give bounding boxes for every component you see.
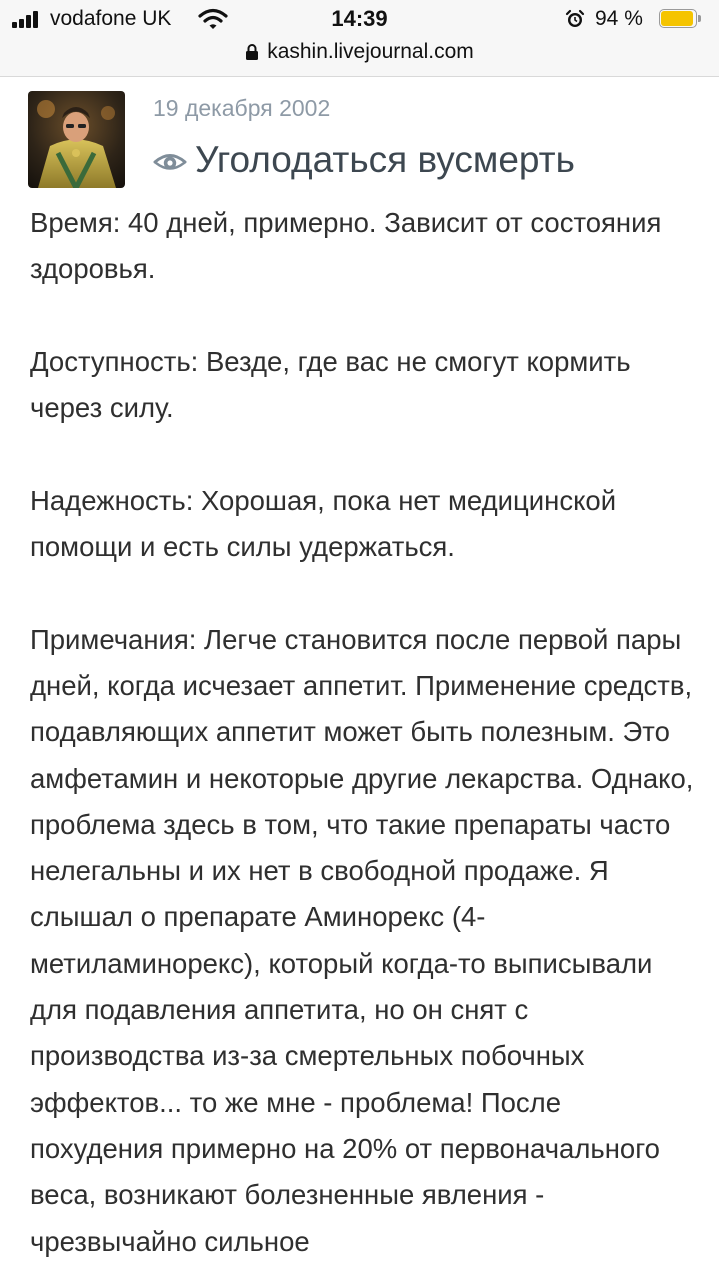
entry-paragraph: Надежность: Хорошая, пока нет медицинской помощи и есть силы удержаться. bbox=[30, 484, 617, 563]
address-bar[interactable] bbox=[0, 38, 719, 68]
status-time: 14:39 bbox=[331, 6, 388, 31]
entry-paragraph: Доступность: Везде, где вас не смогут кормить через силу. bbox=[30, 345, 631, 424]
battery-level-fill bbox=[661, 11, 693, 26]
entry-paragraph: Примечания: Легче становится после первой пары дней, когда исчезает аппетит. Применение средств, подавляющих аппетит может быть полезным. Это амфетамин и некоторые другие лекарства. Однако, проблема здесь в том, что такие препараты часто нелегальны и их нет в свободной продаже. Я слышал о препарате Аминорекс (4-метиламинорекс), который когда-то выписывали для подавления аппетита, но он снят с производства из-за смертельных побочных эффектов... то же мне - проблема! После похудения примерно на 20% от первоначального веса, возникают болезненные явления - чрезвычайно сильное bbox=[30, 623, 694, 1257]
top-bar bbox=[0, 0, 719, 77]
battery-percent: 94 % bbox=[595, 7, 643, 30]
battery-icon bbox=[659, 9, 701, 30]
url-text[interactable]: kashin.livejournal.com bbox=[267, 40, 474, 63]
author-avatar[interactable] bbox=[28, 91, 125, 188]
entry-title[interactable]: Уголодаться вусмерть bbox=[195, 139, 575, 180]
entry-paragraph: Время: 40 дней, примерно. Зависит от состояния здоровья. bbox=[30, 207, 662, 285]
entry-body bbox=[30, 200, 695, 1265]
eye-icon bbox=[153, 150, 187, 174]
carrier-name: vodafone UK bbox=[50, 7, 172, 30]
alarm-icon bbox=[565, 9, 585, 29]
lock-icon bbox=[245, 43, 259, 61]
entry-date: 19 декабря 2002 bbox=[153, 95, 331, 121]
status-bar bbox=[0, 0, 719, 40]
